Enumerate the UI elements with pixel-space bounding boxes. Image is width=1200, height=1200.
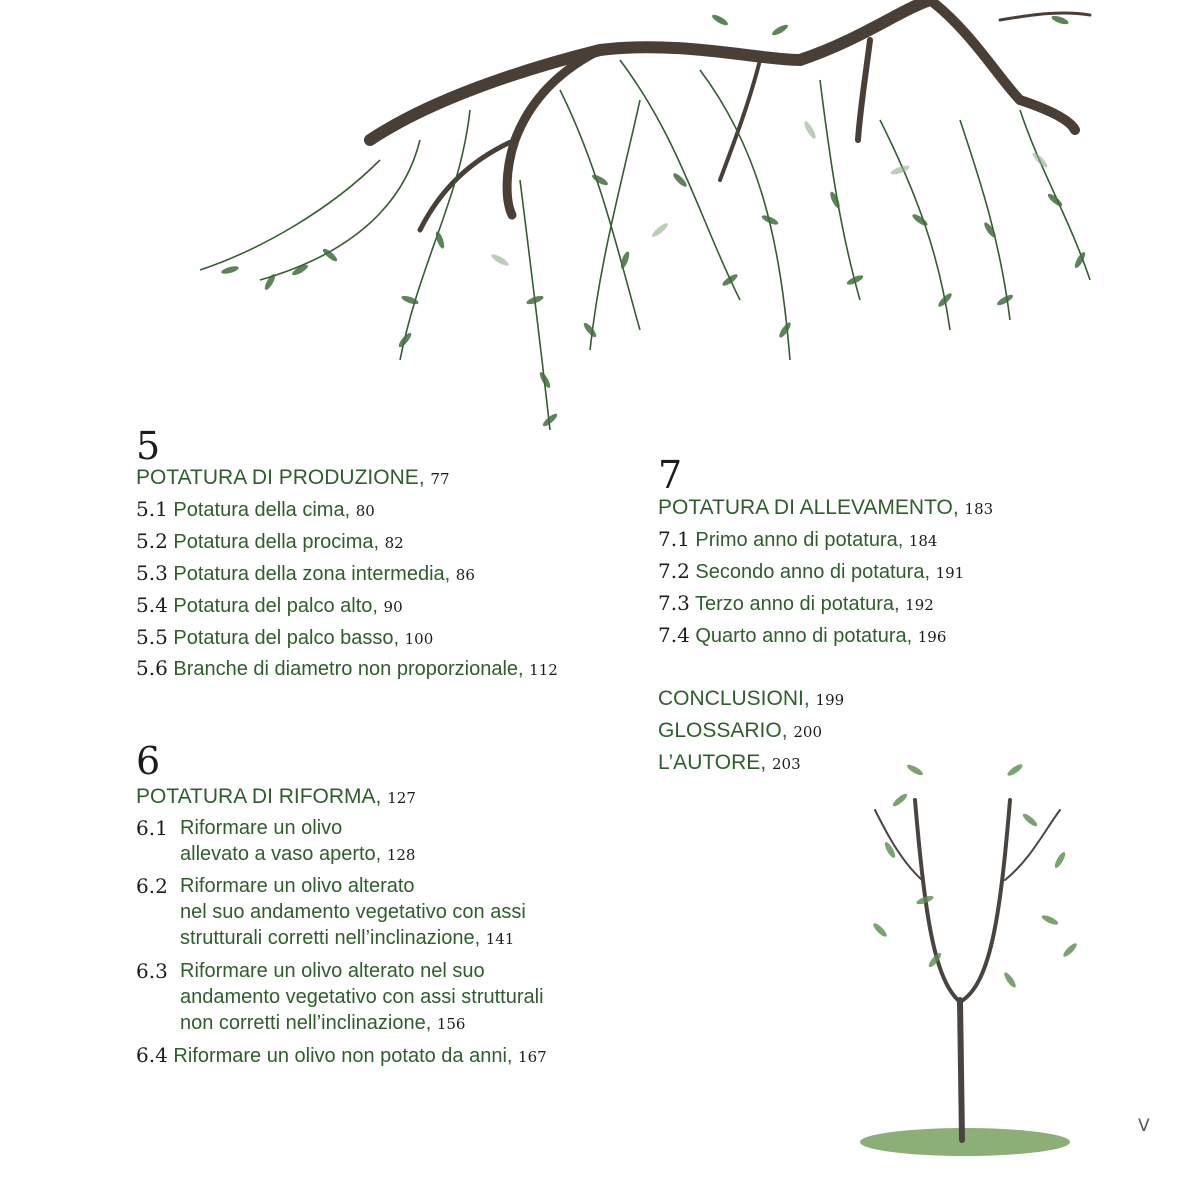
section-title-line: [180, 925, 526, 952]
section-page: 196: [917, 628, 947, 646]
section-title: Branche di diametro non proporzionale,: [173, 658, 524, 680]
section-title: Riformare un olivo non potato da anni,: [173, 1045, 513, 1067]
section-number: 6.4: [136, 1043, 168, 1067]
toc-entry-5-6[interactable]: [136, 658, 558, 679]
chapter-5-number: 5: [136, 424, 161, 468]
section-number: 6.2: [136, 874, 168, 898]
chapter-6-title[interactable]: [136, 786, 416, 807]
toc-conclusioni[interactable]: [658, 688, 844, 709]
toc-entry-7-3[interactable]: [658, 593, 934, 614]
toc-entry-7-4[interactable]: [658, 625, 946, 646]
backmatter-page: 200: [793, 723, 823, 741]
section-title: Secondo anno di potatura,: [695, 561, 931, 583]
section-title-line: [180, 841, 415, 868]
section-page: 90: [383, 598, 403, 616]
backmatter-page: 199: [815, 691, 845, 709]
section-number: 6.3: [136, 959, 168, 983]
olive-branch-illustration: [0, 0, 1200, 480]
section-number: 7.3: [658, 591, 690, 615]
toc-entry-5-5[interactable]: [136, 627, 433, 648]
chapter-7-title[interactable]: [658, 497, 993, 518]
toc-entry-7-2[interactable]: [658, 561, 964, 582]
section-title: Potatura del palco alto,: [173, 595, 378, 617]
section-title-line: andamento vegetativo con assi strutturali: [180, 986, 544, 1008]
chapter-5-title-text: POTATURA DI PRODUZIONE,: [136, 466, 425, 489]
section-title-line: nel suo andamento vegetativo con assi: [180, 901, 526, 923]
section-title-line: Riformare un olivo: [180, 817, 343, 839]
section-title-line: Riformare un olivo alterato: [180, 875, 415, 897]
backmatter-title: CONCLUSIONI,: [658, 687, 810, 710]
section-page: 156: [436, 1015, 466, 1033]
section-number: 5.1: [136, 497, 168, 521]
section-number: 5.3: [136, 561, 168, 585]
section-page: 80: [355, 502, 375, 520]
chapter-5-page: 77: [430, 470, 450, 488]
chapter-6-page: 127: [387, 789, 416, 807]
section-number: 5.4: [136, 593, 168, 617]
section-page: 128: [386, 846, 416, 864]
chapter-6-number: 6: [136, 739, 161, 783]
chapter-7-number: 7: [658, 453, 683, 497]
toc-entry-5-1[interactable]: [136, 499, 375, 520]
section-number: 5.2: [136, 529, 168, 553]
section-page: 100: [404, 630, 434, 648]
section-title: Potatura della zona intermedia,: [173, 563, 451, 585]
toc-entry-5-4[interactable]: [136, 595, 403, 616]
section-number: 5.6: [136, 656, 168, 680]
section-page: 184: [908, 532, 938, 550]
section-title-line: Riformare un olivo alterato nel suo: [180, 960, 485, 982]
backmatter-page: 203: [772, 755, 801, 773]
section-title: Potatura del palco basso,: [173, 627, 400, 649]
page-folio: V: [1138, 1116, 1150, 1136]
section-title-line-text: non corretti nell’inclinazione,: [180, 1012, 432, 1034]
section-page: 191: [935, 564, 965, 582]
section-number: 7.4: [658, 623, 690, 647]
section-title: [180, 873, 526, 952]
section-page: 86: [455, 566, 475, 584]
section-title: Potatura della procima,: [173, 531, 380, 553]
toc-entry-6-2[interactable]: [136, 873, 656, 953]
section-title-line-text: strutturali corretti nell’inclinazione,: [180, 927, 481, 949]
chapter-7-page: 183: [964, 500, 994, 518]
backmatter-title: L’AUTORE,: [658, 751, 767, 774]
section-title: [180, 815, 415, 868]
section-page: 112: [529, 661, 558, 679]
toc-glossario[interactable]: [658, 720, 822, 741]
section-number: 6.1: [136, 816, 168, 840]
section-number: 7.2: [658, 559, 690, 583]
chapter-5-title[interactable]: [136, 467, 450, 488]
section-page: 192: [905, 596, 934, 614]
section-number: 7.1: [658, 527, 690, 551]
toc-entry-6-3[interactable]: [136, 958, 656, 1038]
section-title: Primo anno di potatura,: [695, 529, 904, 551]
toc-entry-7-1[interactable]: [658, 529, 937, 550]
section-page: 82: [384, 534, 404, 552]
section-title: Potatura della cima,: [173, 499, 351, 521]
section-page: 141: [485, 930, 515, 948]
section-title: [180, 958, 544, 1037]
toc-entry-6-1[interactable]: [136, 815, 656, 869]
backmatter-title: GLOSSARIO,: [658, 719, 788, 742]
toc-entry-5-3[interactable]: [136, 563, 475, 584]
chapter-7-title-text: POTATURA DI ALLEVAMENTO,: [658, 496, 959, 519]
section-title-line-text: allevato a vaso aperto,: [180, 843, 382, 865]
toc-entry-5-2[interactable]: [136, 531, 404, 552]
toc-autore[interactable]: [658, 752, 801, 773]
toc-entry-6-4[interactable]: [136, 1045, 547, 1066]
section-title: Terzo anno di potatura,: [695, 593, 900, 615]
section-number: 5.5: [136, 625, 168, 649]
chapter-6-title-text: POTATURA DI RIFORMA,: [136, 785, 382, 808]
section-page: 167: [518, 1048, 547, 1066]
section-title-line: [180, 1010, 544, 1037]
section-title: Quarto anno di potatura,: [695, 625, 913, 647]
